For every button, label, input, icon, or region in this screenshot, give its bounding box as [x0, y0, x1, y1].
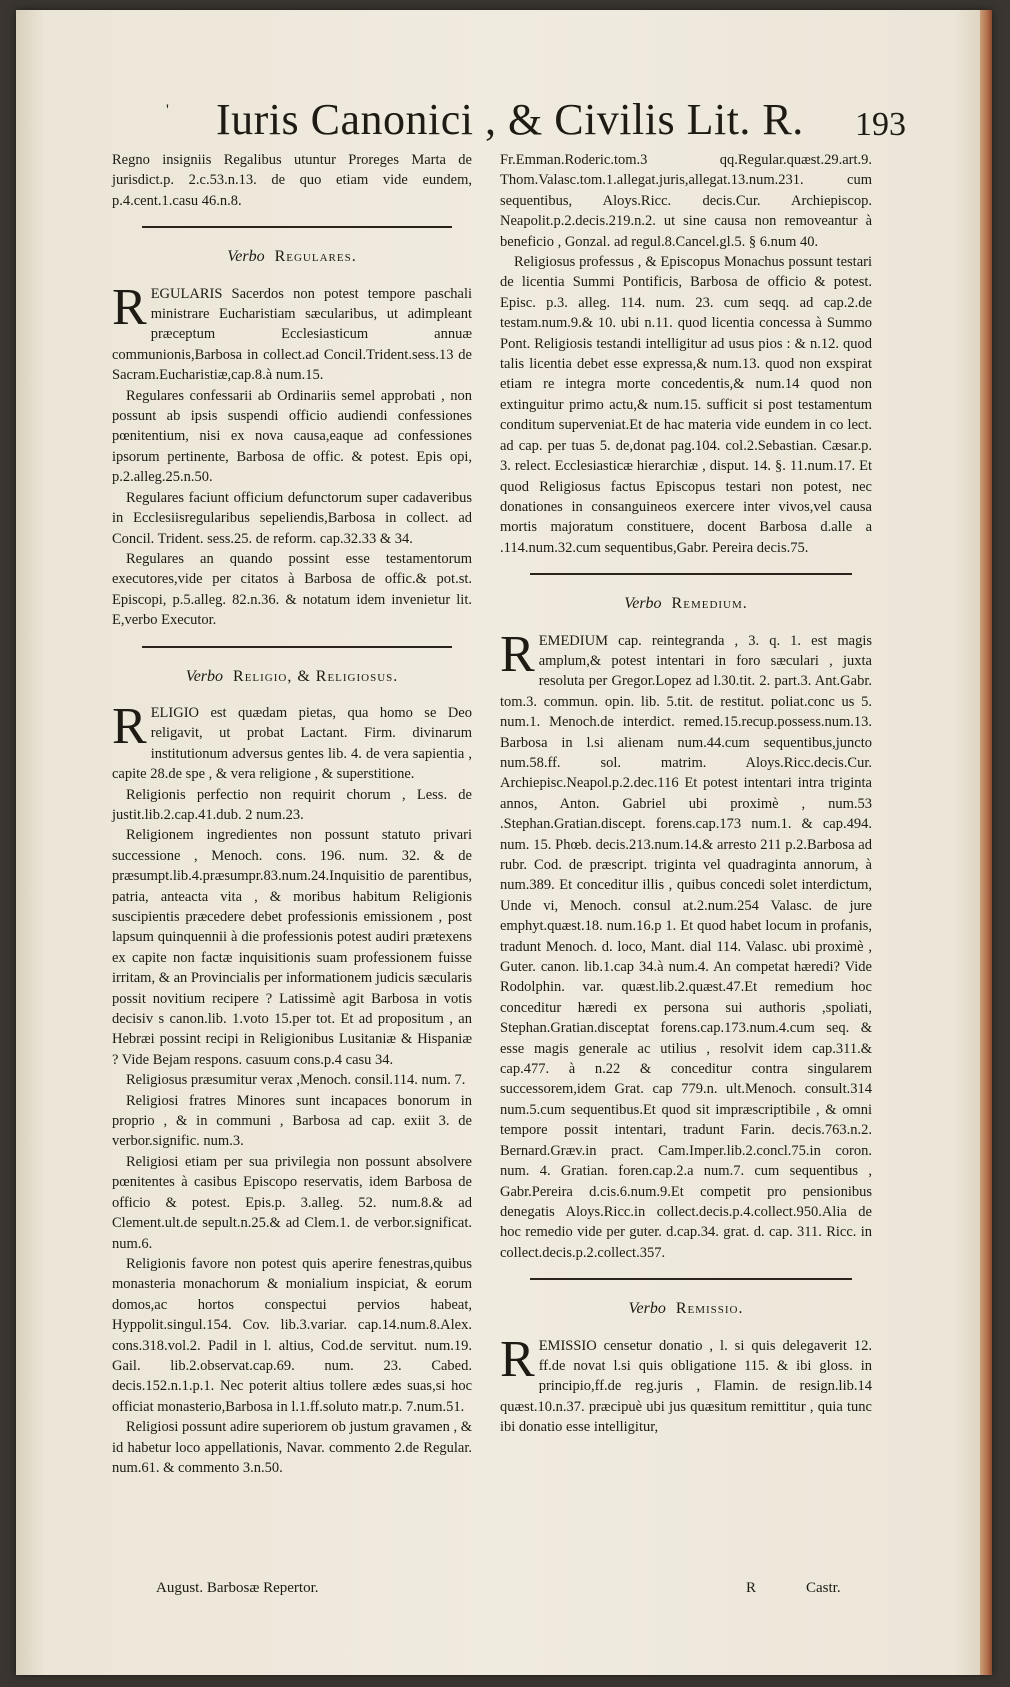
paragraph: Regno insigniis Regalibus utuntur Proreges Marta de jurisdict.p. 2.c.53.n.13. de quo etiam vide eundem, p.4.cent.1.casu 46.n.8. [112, 152, 472, 209]
page-title: Iuris Canonici , & Civilis Lit. R. [216, 95, 804, 144]
right-column [500, 150, 872, 1438]
paragraph: Regulares confessarii ab Ordinariis semel approbati , non possunt ab ipsis suspendi officio audiendi confessiones pœnitentium, nisi ex nova causa,eaque ad confessiones ipsorum pertinente, Barbosa de offic. & potest. Epis opi, p.2.alleg.25.n.50. [112, 387, 472, 486]
catchword-left: August. Barbosæ Repertor. [156, 1580, 319, 1596]
paragraph: Fr.Emman.Roderic.tom.3 qq.Regular.quæst.29.art.9. Thom.Valasc.tom.1.allegat.juris,allegat.13.num.231. cum sequentibus, Aloys.Ricc. decis.Cur. Archiepiscop. Neapolit.p.2.decis.219.n.2. ut sine causa non removeantur à beneficio , Gonzal. ad regul.8.Cancel.gl.5. § 6.num 40. [500, 152, 872, 250]
heading-word: Remissio. [675, 1300, 744, 1318]
paragraph: Religiosus præsumitur verax ,Menoch. consil.114. num. 7. [126, 1072, 466, 1089]
paragraph: REGULARIS Sacerdos non potest tempore paschali ministrare Eucharistiam sæcularibus, ut adimpleant præceptum Ecclesiasticum annuæ communionis,Barbosa in collect.ad Concil.Trident.sess.13 de Sacram.Eucharistiæ,cap.8.à num.15. [112, 278, 472, 384]
section-heading [500, 1299, 872, 1319]
drop-cap: R [500, 625, 535, 683]
heading-word: Religio, & Religiosus. [233, 667, 399, 685]
paragraph: Religiosi fratres Minores sunt incapaces bonorum in proprio , & in communi , Barbosa ad cap. exiit 3. de verbor.signific. num.3. [112, 1092, 472, 1150]
page-number: 193 [855, 106, 906, 143]
heading-prefix: Verbo [185, 667, 224, 685]
left-column [112, 150, 472, 1478]
paragraph: Regulares faciunt officium defunctorum super cadaveribus in Ecclesiisregularibus sepeliendis,Barbosa in collect. ad Concil. Trident. sess.25. de reform. cap.32.33 & 34. [112, 489, 472, 547]
divider [112, 641, 472, 653]
paragraph: Religiosus professus , & Episcopus Monachus possunt testari de licentia Summi Pontificis, Barbosa de officio & potest. Episc. p.3. alleg. 114. num. 23. cum seqq. ad cap.2.de testam.num.9.& 10. ubi n.11. quod licentia concessa à Summo Pont. Religiosis testandi intelligitur ad usus pios : & n.12. quod talis licentia debet esse expressa,& num.13. quod non exspirat etiam re integra morte concedentis,& num.14 quod non extinguitur primo actu,& num.15. sufficit si post testamentum conditum superveniat.Et de hac materia vide eundem in co lect. ad cap. per tuas 5. de,donat pag.104. col.2.Sebastian. Cæsar.p. 3. relect. Ecclesiasticæ hierarchiæ , disput. 14. §. 11.num.17. Et quod Religiosus factus Episcopus testari non potest, nec donationes in consanguineos exercere inter vivos,vel causa mortis majoratum constituere, docent Barbosa d.alle a .114.num.32.cum sequentibus,Gabr. Pereira decis.75. [500, 254, 872, 556]
divider [500, 568, 872, 580]
heading-prefix: Verbo [227, 248, 265, 266]
drop-cap: R [112, 697, 147, 755]
drop-cap: R [112, 278, 147, 336]
book-page [16, 10, 992, 1675]
divider [500, 1273, 872, 1285]
running-header [146, 94, 906, 154]
paragraph: Religionis perfectio non requirit chorum , Less. de justit.lib.2.cap.41.dub. 2 num.23. [112, 786, 472, 823]
drop-cap: R [500, 1330, 535, 1388]
paragraph: REMISSIO censetur donatio , l. si quis delegaverit 12. ff.de novat l.si quis obligatione 115. & ibi gloss. in principio,ff.de reg.juris , Flamin. de resign.lib.14 quæst.10.n.37. præcipuè ubi jus quæsitum remittitur , quia tunc ibi donatio esse intelligitur, [500, 1330, 872, 1436]
heading-prefix: Verbo [624, 595, 662, 613]
paragraph: RELIGIO est quædam pietas, qua homo se Deo religavit, ut probat Lactant. Firm. divinarum institutionum adversus gentes lib. 4. de vera sapientia , capite 28.de spe , & vera religione , & superstitione. [112, 697, 472, 783]
catchword-right: Castr. [806, 1580, 841, 1596]
paragraph: Religiosi etiam per sua privilegia non possunt absolvere pœnitentes à casibus Episcopo reservatis, idem Barbosa de officio & potest. Epis.p. 3.alleg. 52. num.8.& ad Clement.ult.de sepult.n.25.& ad Clem.1. de verbor.significat. num.6. [112, 1153, 472, 1252]
section-heading [112, 667, 472, 687]
section-heading [112, 247, 472, 267]
paragraph: Religionem ingredientes non possunt statuto privari successione , Menoch. cons. 196. num. 32. & de præsumpt.lib.4.præsumpr.83.num.24.Inquisitio de parentibus, patria, anteacta vita , & moribus habitum Religionis suscipientis præcedere debet professionis emissionem , post lapsum quinquennii à die professionis potest audiri prætexens ex capite non factæ inquisitionis suam professionem fuisse irritam, & an Provincialis per informationem judicis sæcularis possit novitium recipere ? Latissimè agit Barbosa in votis decisiv s canon.lib. 1.voto 15.per tot. Et ad propositum , an Hebræi possint recipi in Religionibus Lusitaniæ & Hispaniæ ? Vide Bejam respons. casuum cons.p.4 casu 34. [112, 827, 473, 1068]
paragraph: Regulares an quando possint esse testamentorum executores,vide per citatos à Barbosa de offic.& pot.st. Episcopi, p.5.alleg. 82.n.36. & notatum idem invenietur lit. E,verbo Executor. [112, 550, 472, 629]
header-ornament: ' [166, 102, 169, 119]
section-heading [500, 594, 872, 614]
signature-mark: R [746, 1580, 757, 1596]
heading-prefix: Verbo [628, 1300, 666, 1318]
paragraph: Religionis favore non potest quis aperire fenestras,quibus monasteria monachorum & monialium inspiciat, & eorum domos,ac hortos conspectui pervios habeat, Hyppolit.singul.154. Cov. lib.3.variar. cap.14.num.8.Alex. cons.318.vol.2. Padil in l. altius, Cod.de servitut. num.19. Gail. lib.2.observat.cap.69. num. 23. Cabed. decis.152.n.1.p.1. Nec poterit altius tollere ædes suas,si hoc officiat monasterio,Barbosa in l.1.ff.soluto matr.p. 7.num.51. [112, 1255, 472, 1415]
paragraph: REMEDIUM cap. reintegranda , 3. q. 1. est magis amplum,& potest intentari in foro sæculari , juxta resoluta per Gregor.Lopez ad l.30.tit. 2. part.3. Ant.Gabr. tom.3. commun. opin. lib. 5.tit. de restitut. poliat.conc us 5. num.1. Menoch.de interdict. remed.15.recup.possess.num.13. Barbosa in l.si alienam num.44.cum sequentibus,juncto num.58.ff. sol. matrim. Aloys.Ricc.decis.Cur. Archiepisc.Neapol.p.2.dec.116 Et potest intentari intra triginta annos, Anton. Gabriel ubi proximè , num.53 .Stephan.Gratian.discept. forens.cap.173 num.1. & cap.494. num. 15. Phœb. decis.213.num.14.& arresto 211 p.2.Barbosa ad rubr. Cod. de præscript. triginta vel quadraginta annorum, à num.389. Et conceditur illis , quibus concedi solet interdictum, Unde vi, Menoch. consul at.2.num.254 Valasc. de jure emphyt.quæst.18. num.16.p 1. Et quod habet locum in profanis, tradunt Menoch. d. loco, Mant. dial 114. Valasc. ubi proximè , Guter. canon. lib.1.cap 34.à num.4. An competat hæredi? Vide Rodolphin. var. quæst.lib.2.quæst.47.Et remedium hoc conceditur hæredi ex persona sui authoris ,spoliati, Stephan.Gratian.disceptat forens.cap.173.num.4.cum seq. & esse magis generale ac utilius , resolvit idem cap.311.& cap.477. à n.22 & conceditur contra singularem successorem,idem Grat. cap 779.n. ult.Menoch. consult.314 num.5.cum sequentibus.Et quod sit impræscriptibile , & omni tempore possit intentari, tradunt Farin. decis.763.n.2. Bernard.Græv.in pract. Cam.Imper.lib.2.concl.75.in coron. num. 4. Gratian. foren.cap.2.a num.7. cum sequentibus , Gabr.Pereira d.cis.6.num.9.Et competit pro pensionibus denegatis Aloys.Ricc.in collect.decis.p.4.collect.950.Alia de hoc remedio vide per guter. d.cap.34. grat. d. cap. 311. Ricc. in collect.decis.p.2.collect.357. [500, 625, 872, 1261]
divider [112, 221, 472, 233]
paragraph: Religiosi possunt adire superiorem ob justum gravamen , & id habetur loco appellationis, Navar. commento 2.de Regular. num.61. & commento 3.n.50. [112, 1419, 472, 1476]
heading-word: Regulares. [274, 248, 357, 266]
heading-word: Remedium. [671, 595, 748, 613]
page-edge [980, 10, 992, 1675]
